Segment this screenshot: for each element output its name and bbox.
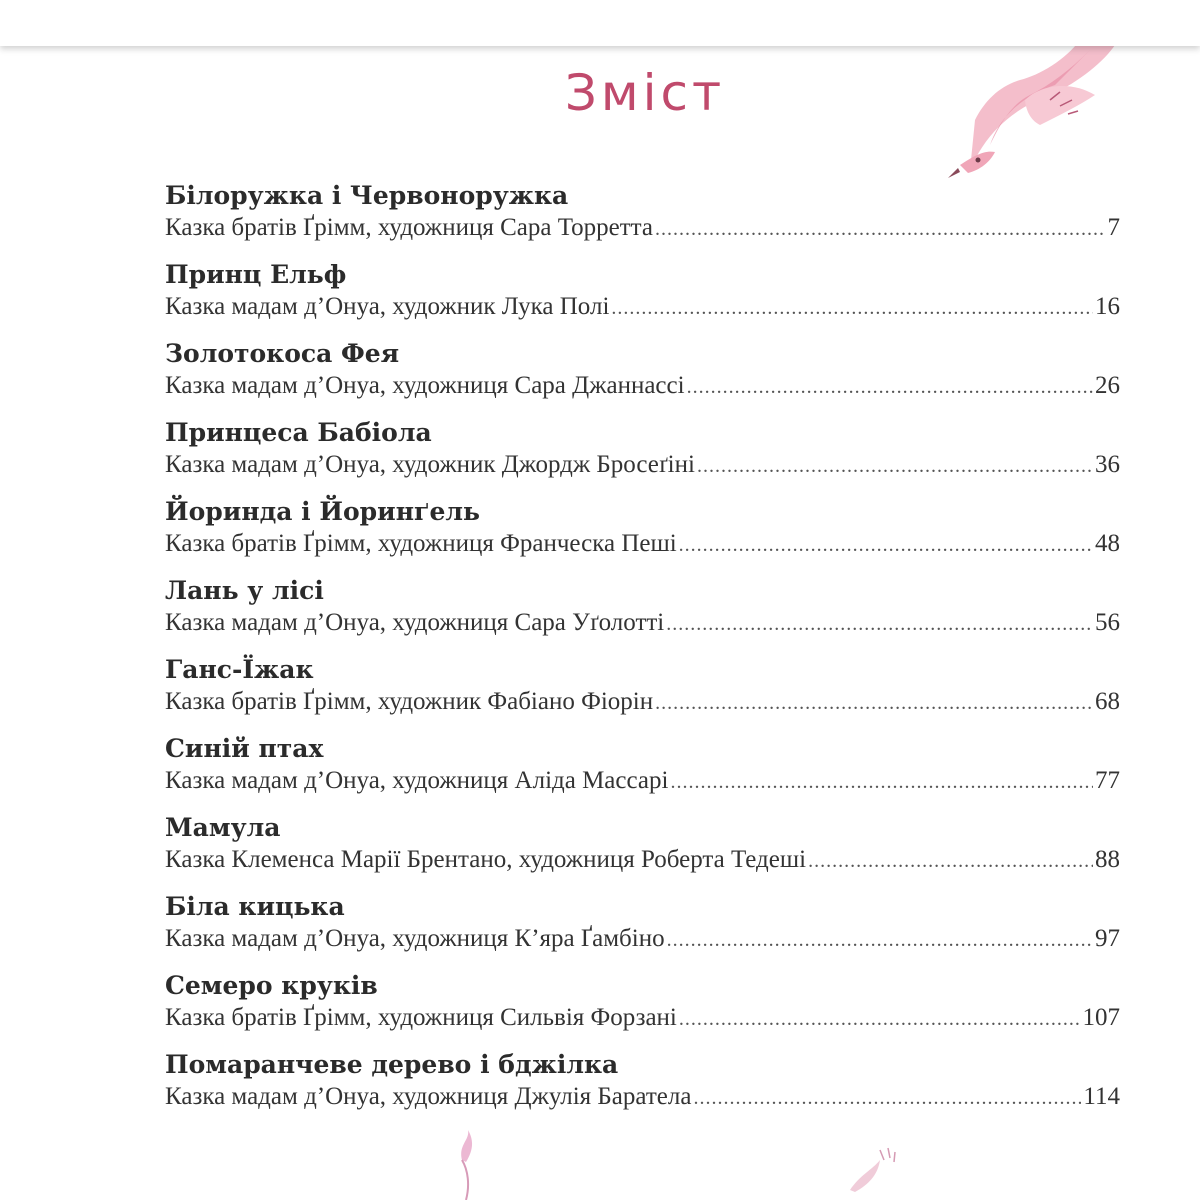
toc-entry[interactable] [165,1049,1120,1128]
entry-page-number: 7 [1107,214,1120,241]
dot-leader [687,371,1093,403]
entry-title: Семеро круків [165,971,378,1000]
entry-subtitle: Казка мадам д’Онуа, художниця К’яра Ґамбіно [165,925,665,952]
entry-page-number: 77 [1095,767,1120,794]
entry-line [165,607,1120,639]
toc-entry[interactable] [165,338,1120,417]
entry-subtitle: Казка мадам д’Онуа, художниця Сара Джаннассі [165,372,685,399]
entry-subtitle: Казка братів Ґрімм, художниця Сара Торретта [165,214,653,241]
entry-line [165,1002,1120,1034]
dot-leader [697,450,1093,482]
entry-page-number: 88 [1095,846,1120,873]
page-title: Зміст [564,64,726,122]
entry-subtitle: Казка мадам д’Онуа, художниця Аліда Массарі [165,767,669,794]
entry-page-number: 16 [1095,293,1120,320]
dot-leader [679,1003,1081,1035]
dot-leader [655,687,1093,719]
entry-line [165,528,1120,560]
entry-page-number: 26 [1095,372,1120,399]
entry-title: Помаранчеве дерево і бджілка [165,1050,619,1079]
toc-entry[interactable] [165,575,1120,654]
toc-entry[interactable] [165,259,1120,338]
dot-leader [666,608,1093,640]
entry-line [165,765,1120,797]
entry-line [165,370,1120,402]
dot-leader [667,924,1093,956]
entry-title: Принцеса Бабіола [165,418,432,447]
entry-subtitle: Казка мадам д’Онуа, художник Джордж Бросеґіні [165,451,695,478]
toc-entry[interactable] [165,180,1120,259]
entry-title: Біла кицька [165,892,345,921]
toc-entry[interactable] [165,417,1120,496]
dot-leader [655,213,1106,245]
entry-title: Лань у лісі [165,576,324,605]
entry-title: Ганс-Їжак [165,655,314,684]
dot-leader [611,292,1093,324]
entry-subtitle: Казка Клеменса Марії Брентано, художниця Роберта Тедеші [165,846,807,873]
entry-subtitle: Казка братів Ґрімм, художник Фабіано Фіорін [165,688,654,715]
entry-page-number: 36 [1095,451,1120,478]
entry-subtitle: Казка братів Ґрімм, художниця Сильвія Форзані [165,1004,677,1031]
toc-entry[interactable] [165,654,1120,733]
entry-subtitle: Казка братів Ґрімм, художниця Франческа Пеші [165,530,677,557]
dot-leader [693,1082,1081,1114]
dot-leader [679,529,1093,561]
toc-entry[interactable] [165,970,1120,1049]
toc-entry[interactable] [165,496,1120,575]
table-of-contents [165,180,1120,1128]
entry-page-number: 56 [1095,609,1120,636]
entry-title: Золотокоса Фея [165,339,400,368]
entry-page-number: 107 [1082,1004,1120,1031]
toc-entry[interactable] [165,891,1120,970]
entry-page-number: 68 [1095,688,1120,715]
entry-subtitle: Казка мадам д’Онуа, художниця Сара Уґолотті [165,609,665,636]
entry-title: Білоружка і Червоноружка [165,181,569,210]
toc-entry[interactable] [165,733,1120,812]
entry-page-number: 48 [1095,530,1120,557]
entry-line [165,212,1120,244]
entry-title: Мамула [165,813,281,842]
entry-line [165,291,1120,323]
entry-title: Йоринда і Йоринґель [165,497,480,526]
entry-line [165,923,1120,955]
entry-line [165,686,1120,718]
entry-page-number: 114 [1083,1083,1120,1110]
entry-title: Синій птах [165,734,324,763]
page-top-edge [0,0,1200,46]
entry-line [165,1081,1120,1113]
entry-page-number: 97 [1095,925,1120,952]
entry-subtitle: Казка мадам д’Онуа, художниця Джулія Баратела [165,1083,692,1110]
flower-sprig-icon [0,1130,1200,1200]
entry-line [165,844,1120,876]
dot-leader [670,766,1093,798]
entry-subtitle: Казка мадам д’Онуа, художник Лука Полі [165,293,610,320]
toc-entry[interactable] [165,812,1120,891]
dot-leader [808,845,1093,877]
entry-line [165,449,1120,481]
entry-title: Принц Ельф [165,260,347,289]
